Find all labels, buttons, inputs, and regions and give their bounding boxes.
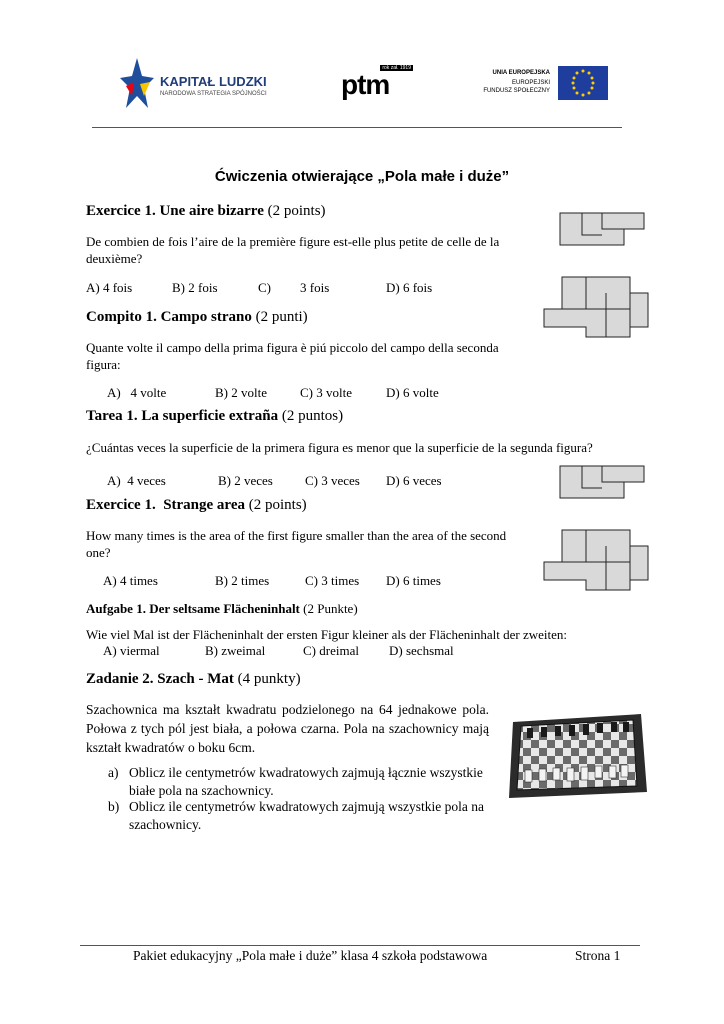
option: A) viermal xyxy=(103,643,160,658)
ptm-small: rok zał. 1919 xyxy=(382,65,411,71)
option: C) dreimal xyxy=(303,643,359,658)
item-marker: b) xyxy=(108,799,120,814)
option: D) sechsmal xyxy=(389,643,454,658)
option: A) 4 volte xyxy=(107,385,167,400)
heading-text: Exercice 1. Strange area xyxy=(86,497,245,513)
ptm-logo xyxy=(341,67,413,101)
option: D) 6 times xyxy=(386,573,441,588)
logo-title: KAPITAŁ LUDZKI xyxy=(160,74,267,89)
small-figure xyxy=(558,462,648,502)
task-paragraph: Szachownica ma kształt kwadratu podzielonego na 64 jednakowe pola. Połowa z tych pól jest biała, a połowa czarna. Pola na szachownicy mają kształt kwadratów o boku 6cm. xyxy=(86,702,489,755)
heading-points: (2 Punkte) xyxy=(303,601,358,616)
option: A) 4 veces xyxy=(107,473,166,488)
heading-text: Zadanie 2. Szach - Mat xyxy=(86,671,234,687)
heading-points: (2 puntos) xyxy=(281,408,344,424)
section-heading xyxy=(86,203,326,220)
item-marker: a) xyxy=(108,765,119,780)
page-number: Strona 1 xyxy=(575,948,621,963)
item-text: Oblicz ile centymetrów kwadratowych zajmują łącznie wszystkie białe pola na szachownicy. xyxy=(129,765,483,798)
section-heading xyxy=(86,601,358,617)
small-figure xyxy=(558,209,648,249)
heading-text: Exercice 1. Une aire bizarre xyxy=(86,203,264,219)
option: C) 3 times xyxy=(305,573,360,588)
heading-points: (2 points) xyxy=(267,203,326,219)
heading-text: Compito 1. Campo strano xyxy=(86,309,252,325)
ptm-text: ptm xyxy=(341,69,390,100)
header-rule xyxy=(92,127,622,128)
option: C) 3 volte xyxy=(300,385,352,400)
option: D) 6 volte xyxy=(386,385,439,400)
eu-line3: FUNDUSZ SPOŁECZNY xyxy=(483,88,550,94)
section-heading xyxy=(86,671,301,688)
kapital-ludzki-logo xyxy=(120,56,290,112)
logo-subtitle: NARODOWA STRATEGIA SPÓJNOŚCI xyxy=(160,91,267,97)
task-item xyxy=(108,798,488,834)
option: B) zweimal xyxy=(205,643,266,658)
option: B) 2 veces xyxy=(218,473,273,488)
option: A) 4 times xyxy=(103,573,158,588)
eu-line1: UNIA EUROPEJSKA xyxy=(492,70,550,76)
option: B) 2 fois xyxy=(172,280,218,295)
heading-points: (4 punkty) xyxy=(237,671,301,687)
star-logo-icon xyxy=(120,56,154,110)
option: B) 2 volte xyxy=(215,385,267,400)
option: D) 6 fois xyxy=(386,280,433,295)
option: A) 4 fois xyxy=(86,280,133,295)
footer-text: Pakiet edukacyjny „Pola małe i duże” klasa 4 szkoła podstawowa xyxy=(133,948,488,963)
question-text: Wie viel Mal ist der Flächeninhalt der ersten Figur kleiner als der Flächeninhalt der zweiten: xyxy=(86,627,568,642)
question-text: ¿Cuántas veces la superficie de la primera figura es menor que la superficie de la segunda figura? xyxy=(86,440,593,455)
eu-line2: EUROPEJSKI xyxy=(511,80,550,86)
section-heading xyxy=(86,497,307,514)
question-text: De combien de fois l’aire de la première figure est-elle plus petite de celle de la deuxième? xyxy=(86,234,500,266)
large-figure xyxy=(542,524,652,596)
heading-points: (2 points) xyxy=(248,497,307,513)
section-heading xyxy=(86,309,308,326)
option: C) xyxy=(258,280,271,295)
question-text: Quante volte il campo della prima figura è piú piccolo del campo della seconda figura: xyxy=(86,340,499,372)
question-text: How many times is the area of the first figure smaller than the area of the second one? xyxy=(86,528,507,560)
large-figure xyxy=(542,271,652,343)
item-text: Oblicz ile centymetrów kwadratowych zajmują wszystkie pola na szachownicy. xyxy=(129,799,485,832)
option: C) 3 veces xyxy=(305,473,360,488)
eu-logo xyxy=(478,66,608,106)
page-title: Ćwiczenia otwierające „Pola małe i duże” xyxy=(214,168,510,185)
option: D) 6 veces xyxy=(386,473,442,488)
option: B) 2 times xyxy=(215,573,270,588)
heading-text: Aufgabe 1. Der seltsame Flächeninhalt xyxy=(86,601,300,616)
section-heading xyxy=(86,408,343,425)
footer-rule xyxy=(80,945,640,946)
eu-flag-icon xyxy=(558,66,608,100)
chessboard-image xyxy=(507,708,649,800)
heading-text: Tarea 1. La superficie extraña xyxy=(86,408,279,424)
option: 3 fois xyxy=(300,280,330,295)
task-item xyxy=(108,764,488,800)
heading-points: (2 punti) xyxy=(255,309,308,325)
